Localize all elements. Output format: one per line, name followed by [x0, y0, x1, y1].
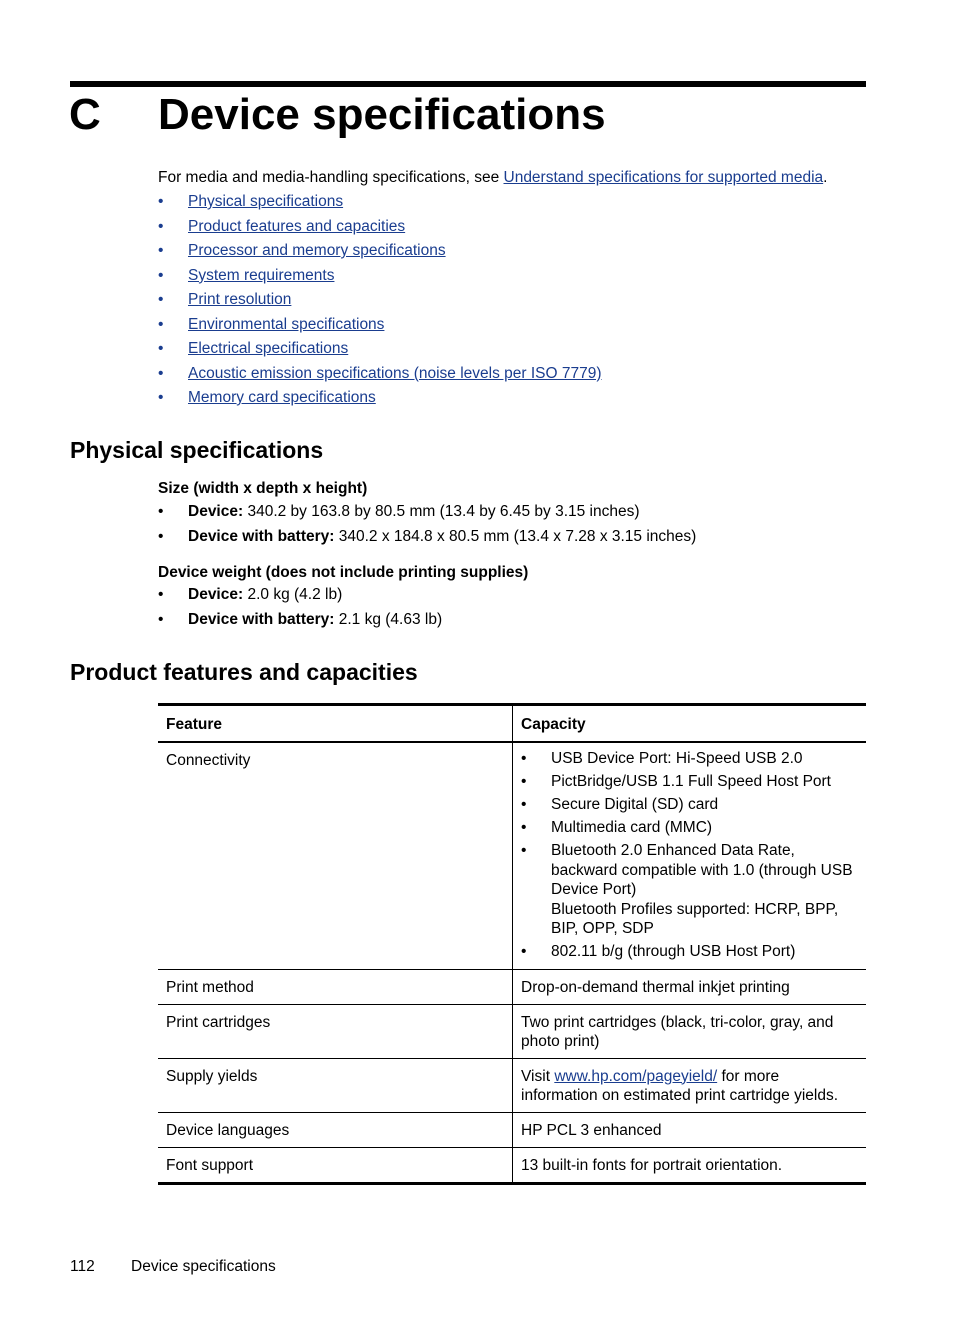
- chapter-rule: [70, 81, 866, 87]
- weight-list: [158, 583, 442, 632]
- connectivity-list: [521, 749, 858, 962]
- item-label: Device with battery:: [188, 527, 335, 545]
- list-item: [158, 583, 442, 608]
- bullet-icon: •: [521, 773, 527, 790]
- bullet-icon: •: [158, 266, 164, 284]
- capacity-text-end: for more information on estimated print cartridge yields.: [521, 1067, 839, 1104]
- bullet-icon: •: [158, 315, 164, 333]
- item-text: Bluetooth 2.0 Enhanced Data Rate, backward compatible with 1.0 (through USB Device Port): [551, 842, 853, 898]
- bullet-icon: •: [158, 503, 164, 520]
- toc-link-physical[interactable]: Physical specifications: [188, 193, 344, 210]
- features-table: [158, 703, 866, 1185]
- bullet-icon: •: [158, 217, 164, 235]
- toc-item: [158, 264, 602, 289]
- toc-link-processor[interactable]: Processor and memory specifications: [188, 242, 446, 259]
- table-row: [158, 1147, 866, 1183]
- list-item: [521, 749, 858, 769]
- capacity-cell: HP PCL 3 enhanced: [513, 1112, 867, 1147]
- toc-item: [158, 386, 602, 411]
- page-number: 112: [70, 1258, 95, 1275]
- list-item: [158, 608, 442, 633]
- feature-cell: Print cartridges: [158, 1004, 513, 1058]
- toc-item: [158, 337, 602, 362]
- footer-section-title: Device specifications: [131, 1258, 276, 1275]
- physical-heading: Physical specifications: [70, 437, 324, 463]
- item-value: 340.2 by 163.8 by 80.5 mm (13.4 by 6.45 by 3.15 inches): [243, 503, 640, 520]
- item-value: 2.1 kg (4.63 lb): [334, 610, 443, 628]
- table-row: [158, 742, 866, 969]
- bullet-icon: •: [521, 750, 527, 767]
- capacity-cell: Drop-on-demand thermal inkjet printing: [513, 969, 867, 1004]
- bluetooth-profiles: Bluetooth Profiles supported: HCRP, BPP, BIP, OPP, SDP: [551, 900, 839, 937]
- column-header-capacity: Capacity: [513, 705, 867, 743]
- toc-list: [158, 190, 602, 411]
- column-header-feature: Feature: [158, 705, 513, 743]
- toc-item: [158, 362, 602, 387]
- list-item: [521, 818, 858, 838]
- table-row: [158, 1004, 866, 1058]
- list-item: [158, 525, 696, 550]
- table-row: [158, 969, 866, 1004]
- table-header-row: [158, 705, 866, 743]
- table-row: [158, 1112, 866, 1147]
- pageyield-link[interactable]: www.hp.com/pageyield/: [554, 1067, 718, 1085]
- item-label: Device with battery:: [188, 610, 335, 628]
- list-item: [521, 942, 858, 962]
- item-text: USB Device Port: Hi-Speed USB 2.0: [551, 750, 803, 767]
- toc-link-memory-card[interactable]: Memory card specifications: [188, 389, 376, 406]
- list-item: [521, 795, 858, 815]
- toc-link-acoustic[interactable]: Acoustic emission specifications (noise levels per ISO 7779): [188, 364, 602, 382]
- toc-item: [158, 239, 602, 264]
- bullet-icon: •: [521, 943, 527, 960]
- intro-text-end: .: [823, 169, 828, 186]
- capacity-cell: [513, 742, 867, 969]
- bullet-icon: •: [158, 364, 164, 382]
- bullet-icon: •: [158, 610, 164, 628]
- capacity-cell: Two print cartridges (black, tri-color, gray, and photo print): [513, 1004, 867, 1058]
- bullet-icon: •: [521, 796, 527, 813]
- item-label: Device:: [188, 503, 244, 520]
- toc-item: [158, 313, 602, 338]
- list-item: [521, 841, 858, 939]
- chapter-title: Device specifications: [158, 90, 606, 139]
- list-item: [158, 500, 696, 525]
- bullet-icon: •: [158, 291, 164, 308]
- toc-item: [158, 190, 602, 215]
- bullet-icon: •: [158, 586, 164, 603]
- item-value: 2.0 kg (4.2 lb): [243, 586, 343, 603]
- bullet-icon: •: [521, 819, 527, 836]
- item-text: Multimedia card (MMC): [551, 819, 713, 836]
- feature-cell: Font support: [158, 1147, 513, 1183]
- toc-link-electrical[interactable]: Electrical specifications: [188, 340, 349, 357]
- intro-text: For media and media-handling specifications, see: [158, 169, 504, 186]
- bullet-icon: •: [158, 527, 164, 545]
- toc-item: [158, 288, 602, 313]
- toc-link-features[interactable]: Product features and capacities: [188, 217, 406, 235]
- chapter-letter: C: [69, 90, 101, 139]
- toc-link-environmental[interactable]: Environmental specifications: [188, 315, 385, 333]
- toc-link-resolution[interactable]: Print resolution: [188, 291, 292, 308]
- intro-paragraph: [158, 168, 827, 187]
- media-specs-link[interactable]: Understand specifications for supported media: [503, 169, 824, 186]
- bullet-icon: •: [158, 193, 164, 210]
- capacity-cell: [513, 1058, 867, 1112]
- bullet-icon: •: [158, 340, 164, 357]
- toc-link-system[interactable]: System requirements: [188, 266, 335, 284]
- item-text: Secure Digital (SD) card: [551, 796, 719, 813]
- weight-heading: Device weight (does not include printing supplies): [158, 564, 529, 581]
- feature-cell: Supply yields: [158, 1058, 513, 1112]
- bullet-icon: •: [158, 389, 164, 406]
- features-heading: Product features and capacities: [70, 659, 418, 685]
- item-text: PictBridge/USB 1.1 Full Speed Host Port: [551, 773, 831, 790]
- bullet-icon: •: [158, 242, 164, 259]
- feature-cell: Print method: [158, 969, 513, 1004]
- item-label: Device:: [188, 586, 244, 603]
- feature-cell: Connectivity: [158, 742, 513, 969]
- size-list: [158, 500, 696, 549]
- bullet-icon: •: [521, 842, 527, 859]
- size-heading: Size (width x depth x height): [158, 480, 368, 497]
- list-item: [521, 772, 858, 792]
- item-value: 340.2 x 184.8 x 80.5 mm (13.4 x 7.28 x 3.15 inches): [334, 527, 697, 545]
- capacity-cell: 13 built-in fonts for portrait orientation.: [513, 1147, 867, 1183]
- feature-cell: Device languages: [158, 1112, 513, 1147]
- capacity-text: Visit: [521, 1067, 555, 1085]
- table-row: [158, 1058, 866, 1112]
- toc-item: [158, 215, 602, 240]
- item-text: 802.11 b/g (through USB Host Port): [551, 943, 796, 960]
